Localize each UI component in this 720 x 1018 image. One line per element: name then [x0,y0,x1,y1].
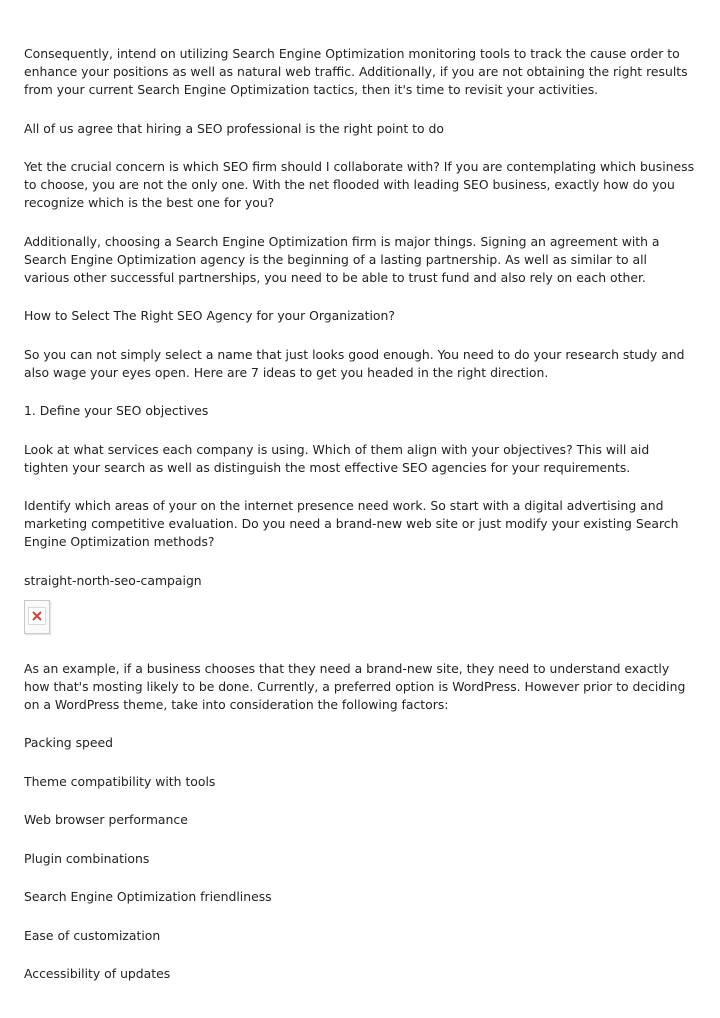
document-page [24,45,696,1004]
factor-item: Plugin combinations [24,850,150,866]
paragraph-partnership: Additionally, choosing a Search Engine Optimization firm is major things. Signing an agreement with a Search Engine Optimization agency is the beginning of a lasting partnership. As well as similar to all various other successful partnerships, you need to be able to trust fund and also rely on each other. [24,233,660,285]
factor-item: Ease of customization [24,927,161,943]
factor-item: Web browser performance [24,812,188,827]
factor-item: Theme compatibility with tools [24,773,216,789]
broken-image-placeholder [24,600,50,634]
factor-item: Accessibility of updates [24,966,171,981]
paragraph-services: Look at what services each company is using. Which of them align with your objectives? This will aid tighten your search as well as distinguish the most effective SEO agencies for your requirements. [24,441,650,475]
factor-item: Search Engine Optimization friendliness [24,889,272,904]
paragraph-research: So you can not simply select a name that just looks good enough. You need to do your research study and also wage your eyes open. Here are 7 ideas to get you headed in the right direction. [24,346,685,380]
paragraph-example: As an example, if a business chooses that they need a brand-new site, they need to understand exactly how that's mosting likely to be done. Currently, a preferred option is WordPress. However prior to deciding on a WordPress theme, take into consideration the following factors: [24,660,686,712]
heading-define-objectives: 1. Define your SEO objectives [24,403,209,418]
paragraph-intro: Consequently, intend on utilizing Search Engine Optimization monitoring tools to track the cause order to enhance your positions as well as natural web traffic. Additionally, if you are not obtaining the right results from your current Search Engine Optimization tactics, then it's time to revisit your activities. [24,46,688,97]
broken-image-icon [28,607,46,625]
image-alt-caption: straight-north-seo-campaign [24,572,202,588]
paragraph-identify-areas: Identify which areas of your on the internet presence need work. So start with a digital advertising and marketing competitive evaluation. Do you need a brand-new web site or just modify your existing Search Engine Optimization methods? [24,498,679,549]
paragraph-agree: All of us agree that hiring a SEO professional is the right point to do [24,120,444,136]
paragraph-concern: Yet the crucial concern is which SEO firm should I collaborate with? If you are contemplating which business to choose, you are not the only one. With the net flooded with leading SEO business, exactly how do you recognize which is the best one for you? [24,159,695,210]
heading-select-agency: How to Select The Right SEO Agency for your Organization? [24,308,395,323]
factor-item: Packing speed [24,735,114,750]
